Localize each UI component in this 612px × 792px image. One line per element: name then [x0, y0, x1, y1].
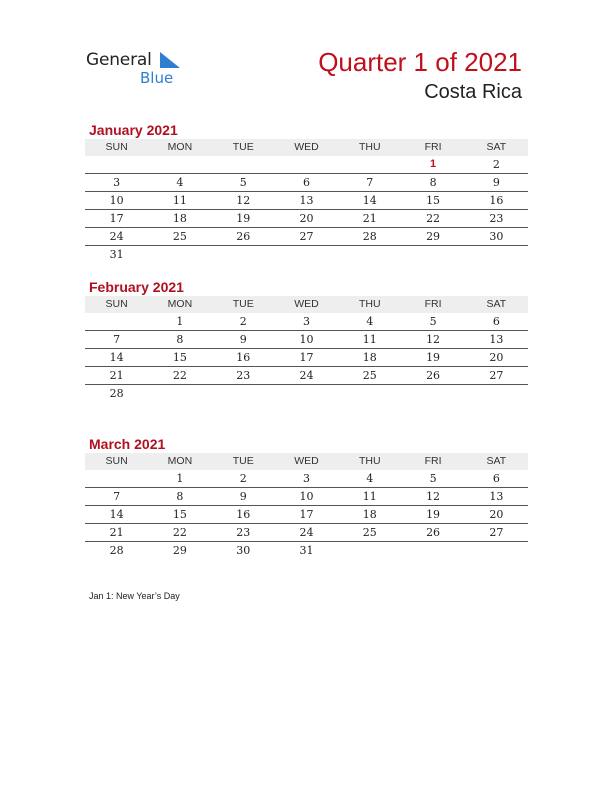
calendar-day	[85, 470, 148, 487]
calendar-day: 5	[429, 315, 437, 328]
calendar-day	[338, 156, 401, 173]
calendar-day: 13	[489, 333, 504, 346]
month-title: January 2021	[89, 122, 178, 138]
month-title: February 2021	[89, 279, 184, 295]
weekday-label: SUN	[105, 298, 128, 310]
calendar-weeks	[85, 313, 528, 402]
calendar-day: 16	[489, 194, 504, 207]
calendar-week-row	[85, 542, 528, 559]
calendar-week-row	[85, 524, 528, 542]
calendar-day: 21	[109, 369, 124, 382]
weekday-label: SAT	[486, 141, 507, 153]
calendar-day: 15	[172, 508, 187, 521]
calendar-day: 7	[113, 490, 121, 503]
calendar-day: 22	[172, 526, 187, 539]
calendar-day: 30	[236, 544, 251, 557]
calendar-week-row	[85, 156, 528, 174]
calendar-day: 7	[113, 333, 121, 346]
calendar-day: 5	[429, 472, 437, 485]
weekday-label: TUE	[232, 455, 254, 467]
calendar-day: 2	[492, 158, 500, 171]
calendar-weeks	[85, 156, 528, 263]
weekday-label: WED	[294, 298, 319, 310]
calendar-day: 12	[426, 333, 441, 346]
calendar-day: 18	[172, 212, 187, 225]
calendar-day	[465, 542, 528, 559]
calendar-day	[401, 246, 464, 263]
calendar-day	[338, 542, 401, 559]
calendar-day	[275, 246, 338, 263]
calendar-day: 2	[239, 472, 247, 485]
weekday-header	[85, 453, 528, 470]
calendar-day	[275, 385, 338, 402]
calendar-day: 31	[109, 248, 124, 261]
quarter-title: Quarter 1 of 2021	[318, 47, 522, 77]
calendar-day: 15	[172, 351, 187, 364]
calendar-day: 27	[489, 369, 504, 382]
calendar-day: 19	[426, 351, 441, 364]
calendar-day: 8	[429, 176, 437, 189]
calendar-day: 25	[172, 230, 187, 243]
calendar-day: 7	[366, 176, 374, 189]
calendar-day: 14	[362, 194, 377, 207]
calendar-day: 6	[492, 315, 500, 328]
calendar-day: 28	[362, 230, 377, 243]
calendar-day: 16	[236, 508, 251, 521]
calendar-day	[85, 156, 148, 173]
calendar-week-row	[85, 246, 528, 263]
calendar-day	[401, 542, 464, 559]
calendar-day: 3	[302, 472, 310, 485]
calendar-day: 17	[299, 508, 314, 521]
calendar-day: 10	[299, 333, 314, 346]
weekday-label: TUE	[232, 141, 254, 153]
calendar-day: 3	[113, 176, 121, 189]
calendar-week-row	[85, 506, 528, 524]
calendar-day: 4	[366, 472, 374, 485]
calendar-day	[212, 156, 275, 173]
calendar-day: 6	[302, 176, 310, 189]
calendar-day: 14	[109, 351, 124, 364]
calendar-day: 2	[239, 315, 247, 328]
logo-flag-icon	[158, 52, 182, 70]
calendar-day: 1	[430, 158, 437, 170]
calendar-day	[148, 246, 211, 263]
weekday-label: THU	[358, 141, 381, 153]
calendar-day	[148, 156, 211, 173]
calendar-day: 30	[489, 230, 504, 243]
calendar-week-row	[85, 313, 528, 331]
weekday-label: FRI	[424, 455, 442, 467]
calendar-day	[148, 385, 211, 402]
calendar-day: 19	[236, 212, 251, 225]
calendar-day: 29	[426, 230, 441, 243]
weekday-label: WED	[294, 141, 319, 153]
calendar-day: 6	[492, 472, 500, 485]
country-name: Costa Rica	[424, 81, 522, 103]
calendar-day: 26	[426, 369, 441, 382]
calendar-week-row	[85, 470, 528, 488]
calendar-day: 20	[489, 351, 504, 364]
weekday-label: FRI	[424, 141, 442, 153]
calendar-day	[465, 246, 528, 263]
calendar-week-row	[85, 174, 528, 192]
calendar-day: 28	[109, 544, 124, 557]
weekday-label: MON	[167, 455, 193, 467]
calendar-day: 20	[489, 508, 504, 521]
calendar-day: 11	[172, 194, 187, 207]
month-block	[85, 121, 528, 263]
calendar-day: 10	[109, 194, 124, 207]
calendar-day: 24	[299, 526, 314, 539]
calendar-week-row	[85, 331, 528, 349]
calendar-day: 18	[362, 508, 377, 521]
weekday-header	[85, 139, 528, 156]
calendar-day	[465, 385, 528, 402]
calendar-day: 12	[426, 490, 441, 503]
calendar-weeks	[85, 470, 528, 559]
calendar-day: 8	[176, 333, 184, 346]
weekday-label: MON	[167, 141, 193, 153]
calendar-day: 5	[239, 176, 247, 189]
calendar-day: 20	[299, 212, 314, 225]
weekday-label: TUE	[232, 298, 254, 310]
calendar-day: 14	[109, 508, 124, 521]
calendar-day: 3	[302, 315, 310, 328]
calendar-day	[338, 385, 401, 402]
calendar-day: 17	[299, 351, 314, 364]
calendar-day: 25	[362, 526, 377, 539]
calendar-day: 4	[366, 315, 374, 328]
calendar-day: 17	[109, 212, 124, 225]
month-title: March 2021	[89, 436, 166, 452]
calendar-day	[401, 385, 464, 402]
calendar-day: 8	[176, 490, 184, 503]
calendar-day: 21	[109, 526, 124, 539]
calendar-day: 23	[489, 212, 504, 225]
calendar-day: 19	[426, 508, 441, 521]
calendar-day: 11	[362, 490, 377, 503]
logo-word-blue: Blue	[140, 69, 174, 87]
calendar-day: 16	[236, 351, 251, 364]
calendar-day: 10	[299, 490, 314, 503]
logo-word-general: General	[86, 50, 152, 70]
calendar-day: 22	[172, 369, 187, 382]
weekday-label: SUN	[105, 455, 128, 467]
weekday-label: MON	[167, 298, 193, 310]
calendar-day: 1	[176, 315, 184, 328]
month-block	[85, 278, 528, 402]
weekday-label: SAT	[486, 298, 507, 310]
weekday-label: SUN	[105, 141, 128, 153]
calendar-week-row	[85, 210, 528, 228]
weekday-label: FRI	[424, 298, 442, 310]
calendar-week-row	[85, 228, 528, 246]
calendar-day: 13	[489, 490, 504, 503]
calendar-day	[212, 246, 275, 263]
calendar-day	[212, 385, 275, 402]
weekday-label: THU	[358, 455, 381, 467]
calendar-day: 13	[299, 194, 314, 207]
calendar-week-row	[85, 349, 528, 367]
calendar-day	[275, 156, 338, 173]
calendar-day: 9	[492, 176, 500, 189]
calendar-week-row	[85, 385, 528, 402]
calendar-day: 23	[236, 369, 251, 382]
calendar-day	[85, 313, 148, 330]
calendar-week-row	[85, 488, 528, 506]
calendar-week-row	[85, 367, 528, 385]
calendar-day: 9	[239, 490, 247, 503]
brand-logo	[86, 50, 196, 90]
calendar-week-row	[85, 192, 528, 210]
calendar-day	[338, 246, 401, 263]
weekday-label: THU	[358, 298, 381, 310]
calendar-day: 12	[236, 194, 251, 207]
calendar-day: 22	[426, 212, 441, 225]
weekday-label: SAT	[486, 455, 507, 467]
calendar-day: 18	[362, 351, 377, 364]
calendar-day: 26	[426, 526, 441, 539]
weekday-label: WED	[294, 455, 319, 467]
calendar-day: 15	[426, 194, 441, 207]
calendar-day: 9	[239, 333, 247, 346]
calendar-day: 11	[362, 333, 377, 346]
calendar-day: 4	[176, 176, 184, 189]
calendar-day: 21	[362, 212, 377, 225]
calendar-day: 31	[299, 544, 314, 557]
holiday-note: Jan 1: New Year’s Day	[89, 591, 180, 601]
calendar-day: 28	[109, 387, 124, 400]
calendar-day: 29	[172, 544, 187, 557]
calendar-day: 23	[236, 526, 251, 539]
calendar-day: 1	[176, 472, 184, 485]
calendar-day: 24	[299, 369, 314, 382]
calendar-day: 25	[362, 369, 377, 382]
calendar-day: 27	[299, 230, 314, 243]
calendar-day: 24	[109, 230, 124, 243]
calendar-day: 26	[236, 230, 251, 243]
calendar-day: 27	[489, 526, 504, 539]
weekday-header	[85, 296, 528, 313]
month-block	[85, 435, 528, 559]
